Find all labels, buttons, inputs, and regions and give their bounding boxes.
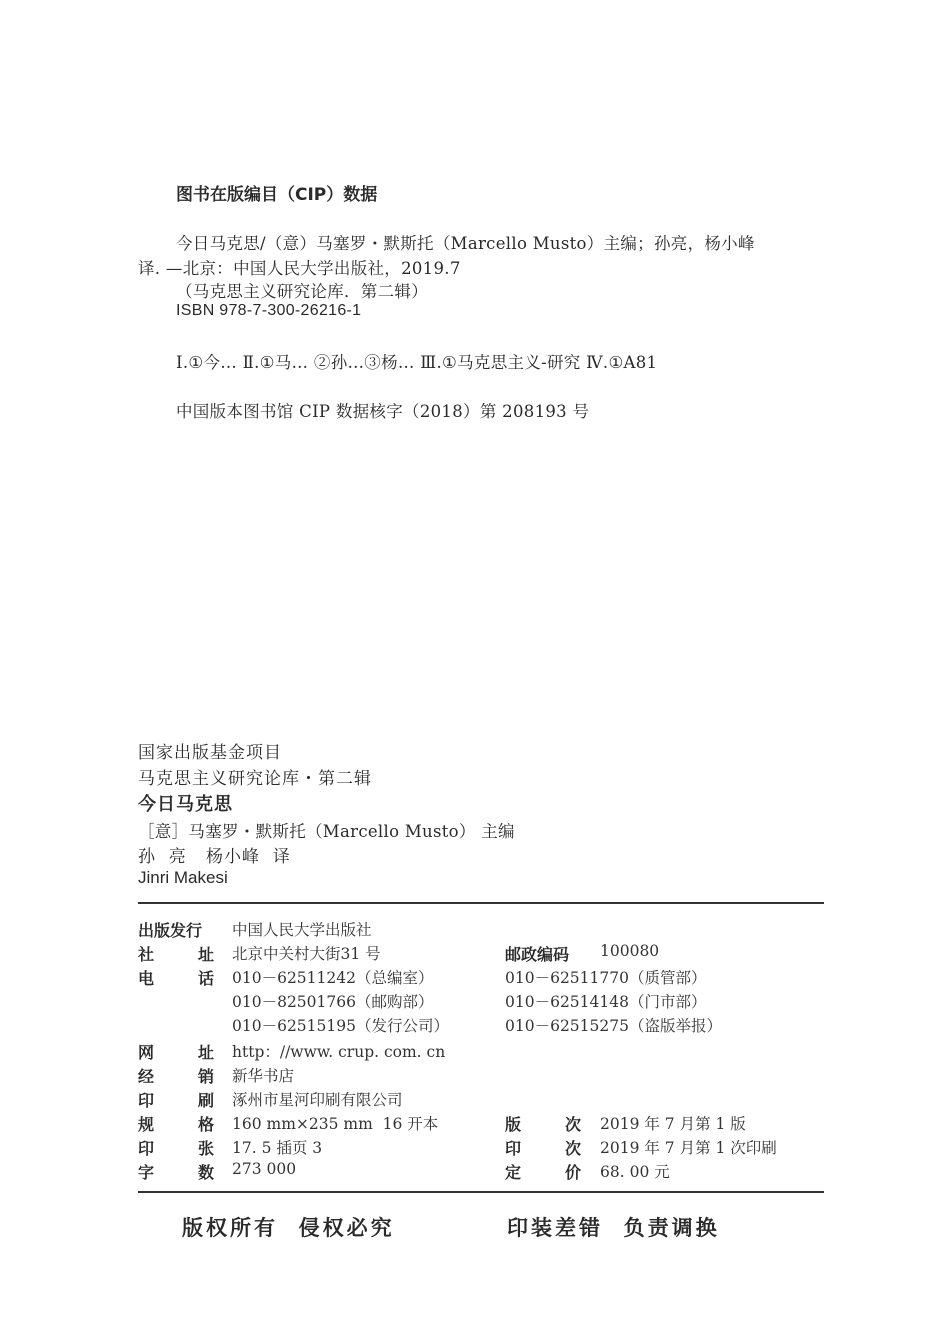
phone-right-3: 010－62515275（盗版举报） — [505, 1017, 722, 1035]
bottom-divider — [138, 1191, 824, 1193]
cip-record-number: 中国版本图书馆 CIP 数据核字（2018）第 208193 号 — [176, 402, 590, 421]
phone-label: 电 话 — [138, 969, 214, 988]
phone-left-2: 010－82501766（邮购部） — [232, 993, 434, 1011]
word-count-value: 273 000 — [232, 1160, 297, 1178]
publisher-label: 出版发行 — [138, 921, 203, 940]
sheets-value: 17. 5 插页 3 — [232, 1139, 323, 1157]
cip-classification: Ⅰ.①今… Ⅱ.①马… ②孙…③杨… Ⅲ.①马克思主义-研究 Ⅳ.①A81 — [176, 353, 658, 372]
publisher-value: 中国人民大学出版社 — [232, 921, 372, 939]
phone-left-3: 010－62515195（发行公司） — [232, 1017, 449, 1035]
website-label: 网 址 — [138, 1043, 214, 1062]
word-count-label: 字 数 — [138, 1163, 214, 1182]
phone-left-1: 010－62511242（总编室） — [232, 969, 434, 987]
series-title: 马克思主义研究论库・第二辑 — [138, 769, 372, 789]
cip-isbn: ISBN 978-7-300-26216-1 — [176, 302, 362, 319]
fund-project: 国家出版基金项目 — [138, 743, 282, 763]
address-label: 社 址 — [138, 945, 214, 964]
book-title: 今日马克思 — [138, 794, 233, 815]
printer-value: 涿州市星河印刷有限公司 — [232, 1091, 403, 1109]
distributor-label: 经 销 — [138, 1067, 214, 1086]
format-label: 规 格 — [138, 1115, 214, 1134]
format-value: 160 mm×235 mm 16 开本 — [232, 1115, 439, 1133]
edition-value: 2019 年 7 月第 1 版 — [600, 1115, 746, 1133]
top-divider — [138, 902, 824, 904]
cip-line-3: （马克思主义研究论库．第二辑） — [176, 282, 428, 301]
price-label: 定 价 — [505, 1163, 581, 1182]
impression-label: 印 次 — [505, 1139, 581, 1158]
postcode-value: 100080 — [600, 942, 660, 960]
distributor-value: 新华书店 — [232, 1067, 295, 1085]
phone-right-2: 010－62514148（门市部） — [505, 993, 707, 1011]
website-value: http：//www. crup. com. cn — [232, 1043, 446, 1061]
postcode-label: 邮政编码 — [505, 945, 570, 964]
print-error-notice: 印装差错 负责调换 — [507, 1216, 720, 1240]
price-value: 68. 00 元 — [600, 1163, 670, 1181]
sheets-label: 印 张 — [138, 1139, 214, 1158]
phone-right-1: 010－62511770（质管部） — [505, 969, 707, 987]
cip-line-2: 译. —北京：中国人民大学出版社，2019.7 — [138, 259, 461, 278]
cip-title: 图书在版编目（CIP）数据 — [176, 185, 378, 205]
editor-credit: ［意］马塞罗・默斯托（Marcello Musto） 主编 — [138, 822, 515, 841]
pinyin-title: Jinri Makesi — [138, 868, 228, 887]
impression-value: 2019 年 7 月第 1 次印刷 — [600, 1139, 777, 1157]
cip-line-1: 今日马克思/（意）马塞罗・默斯托（Marcello Musto）主编；孙亮，杨小峰 — [176, 234, 755, 253]
copyright-notice: 版权所有 侵权必究 — [182, 1216, 395, 1240]
translator-credit: 孙 亮 杨小峰 译 — [138, 847, 291, 867]
printer-label: 印 刷 — [138, 1091, 214, 1110]
address-value: 北京中关村大街31 号 — [232, 945, 381, 963]
edition-label: 版 次 — [505, 1115, 581, 1134]
